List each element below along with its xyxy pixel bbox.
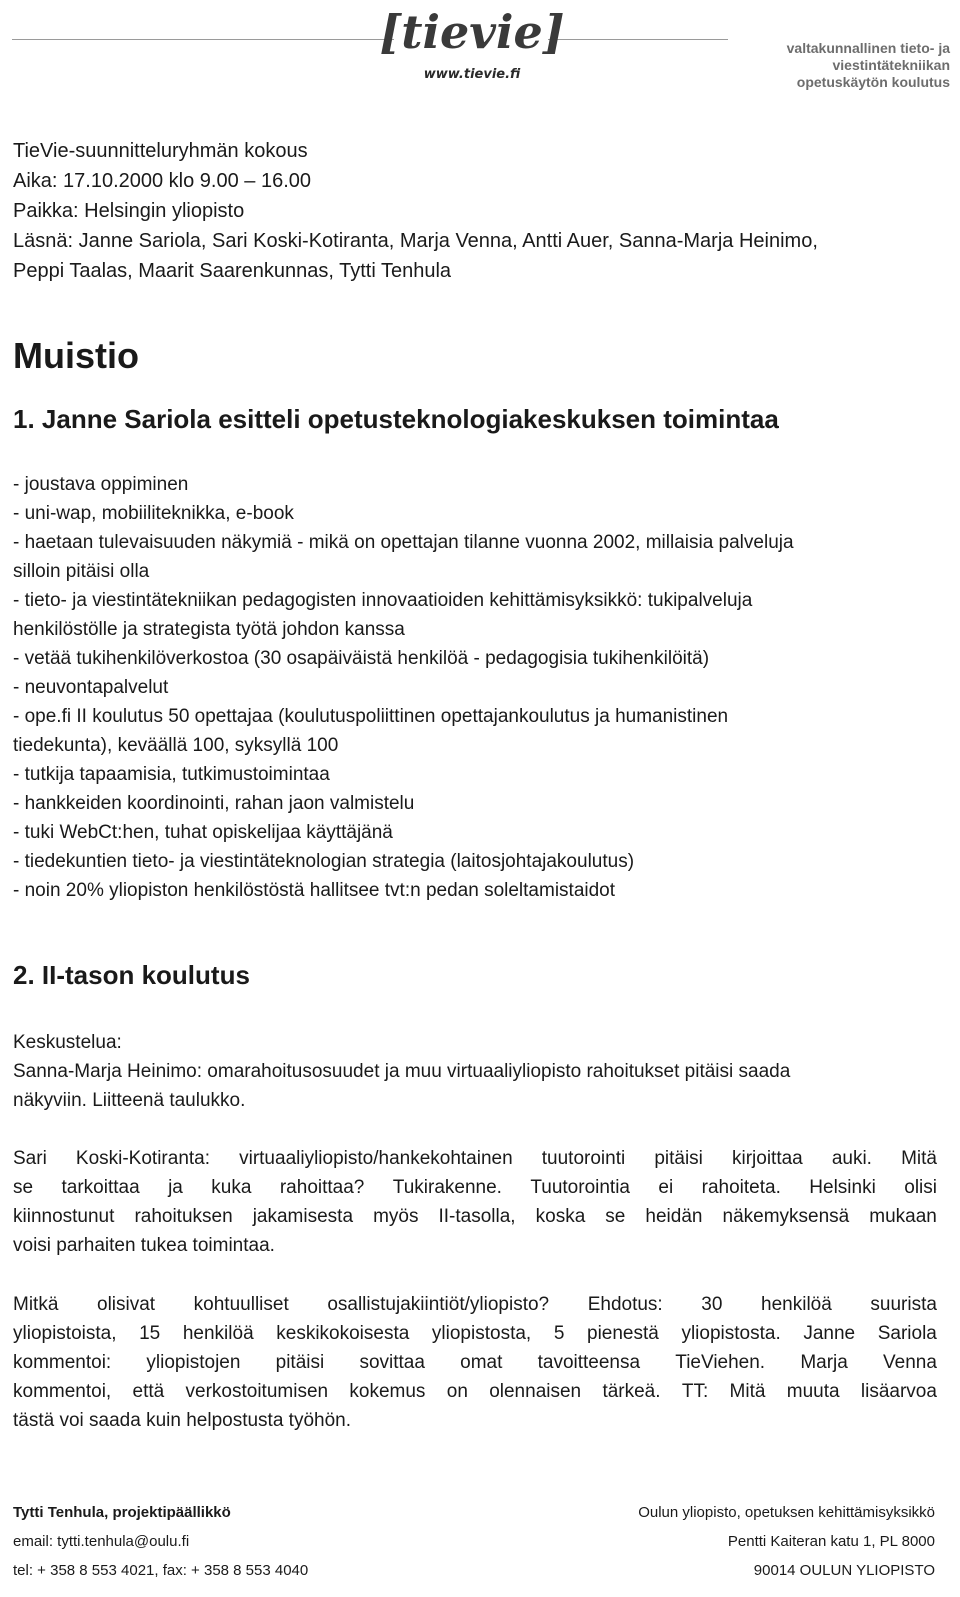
logo-url: www.tievie.fi: [423, 67, 521, 82]
footer-street: Pentti Kaiteran katu 1, PL 8000: [727, 1533, 935, 1550]
list-item: - tiedekuntien tieto- ja viestintäteknologian strategia (laitosjohtajakoulutus): [13, 851, 635, 872]
list-item: - tieto- ja viestintätekniikan pedagogisten innovaatioiden kehittämisyksikkö: tukipalveluja: [13, 590, 753, 611]
header-rule-left: [12, 39, 394, 40]
paragraph-quotas: [13, 1290, 937, 1435]
meeting-place: Paikka: Helsingin yliopisto: [13, 200, 245, 222]
paragraph-koski-kotiranta: [13, 1144, 937, 1260]
paragraph-line: tästä voi saada kuin helpostusta työhön.: [13, 1410, 352, 1431]
header-tagline: [750, 40, 950, 91]
list-item: - noin 20% yliopiston henkilöstöstä hallitsee tvt:n pedan soleltamistaidot: [13, 880, 616, 901]
paragraph-line: näkyviin. Liitteenä taulukko.: [13, 1090, 246, 1111]
meeting-title: TieVie-suunnitteluryhmän kokous: [13, 140, 308, 162]
discussion-label-paragraph: [13, 1028, 937, 1057]
meeting-attendees: Peppi Taalas, Maarit Saarenkunnas, Tytti Tenhula: [13, 260, 452, 282]
section-2-heading: 2. II-tason koulutus: [13, 960, 250, 990]
footer-city: 90014 OULUN YLIOPISTO: [753, 1562, 935, 1579]
list-item: - neuvontapalvelut: [13, 677, 169, 698]
list-item: - uni-wap, mobiiliteknikka, e-book: [13, 503, 294, 524]
paragraph-line: Mitkä olisivat kohtuulliset osallistujakiintiöt/yliopisto? Ehdotus: 30 henkilöä suurista: [13, 1294, 937, 1315]
section-1-heading: 1. Janne Sariola esitteli opetusteknologiakeskuksen toimintaa: [13, 404, 779, 434]
page-footer: [13, 1498, 935, 1594]
discussion-label: Keskustelua:: [13, 1032, 122, 1053]
paragraph-line: kiinnostunut rahoituksen jakamisesta myös II-tasolla, koska se heidän näkemyksensä mukaan: [13, 1206, 937, 1227]
paragraph-line: kommentoi, että verkostoitumisen kokemus on olennaisen tärkeä. TT: Mitä muuta lisäarvoa: [13, 1381, 937, 1402]
list-item: tiedekunta), keväällä 100, syksyllä 100: [13, 735, 339, 756]
paragraph-line: Sari Koski-Kotiranta: virtuaaliyliopisto/hankekohtainen tuutorointi pitäisi kirjoittaa auki. Mitä: [13, 1148, 937, 1169]
paragraph-line: yliopistoista, 15 henkilöä keskikokoisesta yliopistosta, 5 pienestä yliopistosta. Janne Sariola: [13, 1323, 937, 1344]
paragraph-line: se tarkoittaa ja kuka rahoittaa? Tukirakenne. Tuutorointia ei rahoiteta. Helsinki olisi: [13, 1177, 937, 1198]
list-item: - joustava oppiminen: [13, 474, 189, 495]
meeting-time: Aika: 17.10.2000 klo 9.00 – 16.00: [13, 170, 312, 192]
list-item: silloin pitäisi olla: [13, 561, 150, 582]
document-title: Muistio: [13, 335, 139, 376]
header-rule-right: [548, 39, 728, 40]
meeting-attendees: Läsnä: Janne Sariola, Sari Koski-Kotiranta, Marja Venna, Antti Auer, Sanna-Marja Heinimo,: [13, 230, 818, 252]
list-item: - tutkija tapaamisia, tutkimustoimintaa: [13, 764, 330, 785]
list-item: - hankkeiden koordinointi, rahan jaon valmistelu: [13, 793, 415, 814]
paragraph-heinimo: [13, 1057, 937, 1115]
list-item: - ope.fi II koulutus 50 opettajaa (koulutuspoliittinen opettajankoulutus ja humanistinen: [13, 706, 729, 727]
list-item: - tuki WebCt:hen, tuhat opiskelijaa käyttäjänä: [13, 822, 393, 843]
list-item: - vetää tukihenkilöverkostoa (30 osapäiväistä henkilöä - pedagogisia tukihenkilöitä): [13, 648, 710, 669]
section-1-list: [13, 470, 948, 905]
tagline-line: viestintätekniikan: [832, 57, 950, 73]
tievie-logo: [379, 2, 565, 84]
paragraph-line: Sanna-Marja Heinimo: omarahoitusosuudet ja muu virtuaaliyliopisto rahoitukset pitäisi saada: [13, 1061, 791, 1082]
logo-wordmark: [tievie]: [379, 5, 565, 59]
footer-address: [475, 1498, 935, 1585]
footer-email: email: tytti.tenhula@oulu.fi: [13, 1533, 190, 1550]
tagline-line: opetuskäytön koulutus: [796, 74, 950, 90]
list-item: henkilöstölle ja strategista työtä johdon kanssa: [13, 619, 405, 640]
meeting-info: [13, 136, 948, 286]
tagline-line: valtakunnallinen tieto- ja: [786, 40, 950, 56]
paragraph-line: kommentoi: yliopistojen pitäisi sovittaa omat tavoitteensa TieViehen. Marja Venna: [13, 1352, 937, 1373]
footer-phone: tel: + 358 8 553 4021, fax: + 358 8 553 4040: [13, 1562, 309, 1579]
footer-contact: [13, 1498, 473, 1585]
paragraph-line: voisi parhaiten tukea toimintaa.: [13, 1235, 275, 1256]
footer-name: Tytti Tenhula, projektipäällikkö: [13, 1504, 231, 1521]
list-item: - haetaan tulevaisuuden näkymiä - mikä on opettajan tilanne vuonna 2002, millaisia palveluja: [13, 532, 794, 553]
footer-org: Oulun yliopisto, opetuksen kehittämisyksikkö: [638, 1504, 935, 1521]
